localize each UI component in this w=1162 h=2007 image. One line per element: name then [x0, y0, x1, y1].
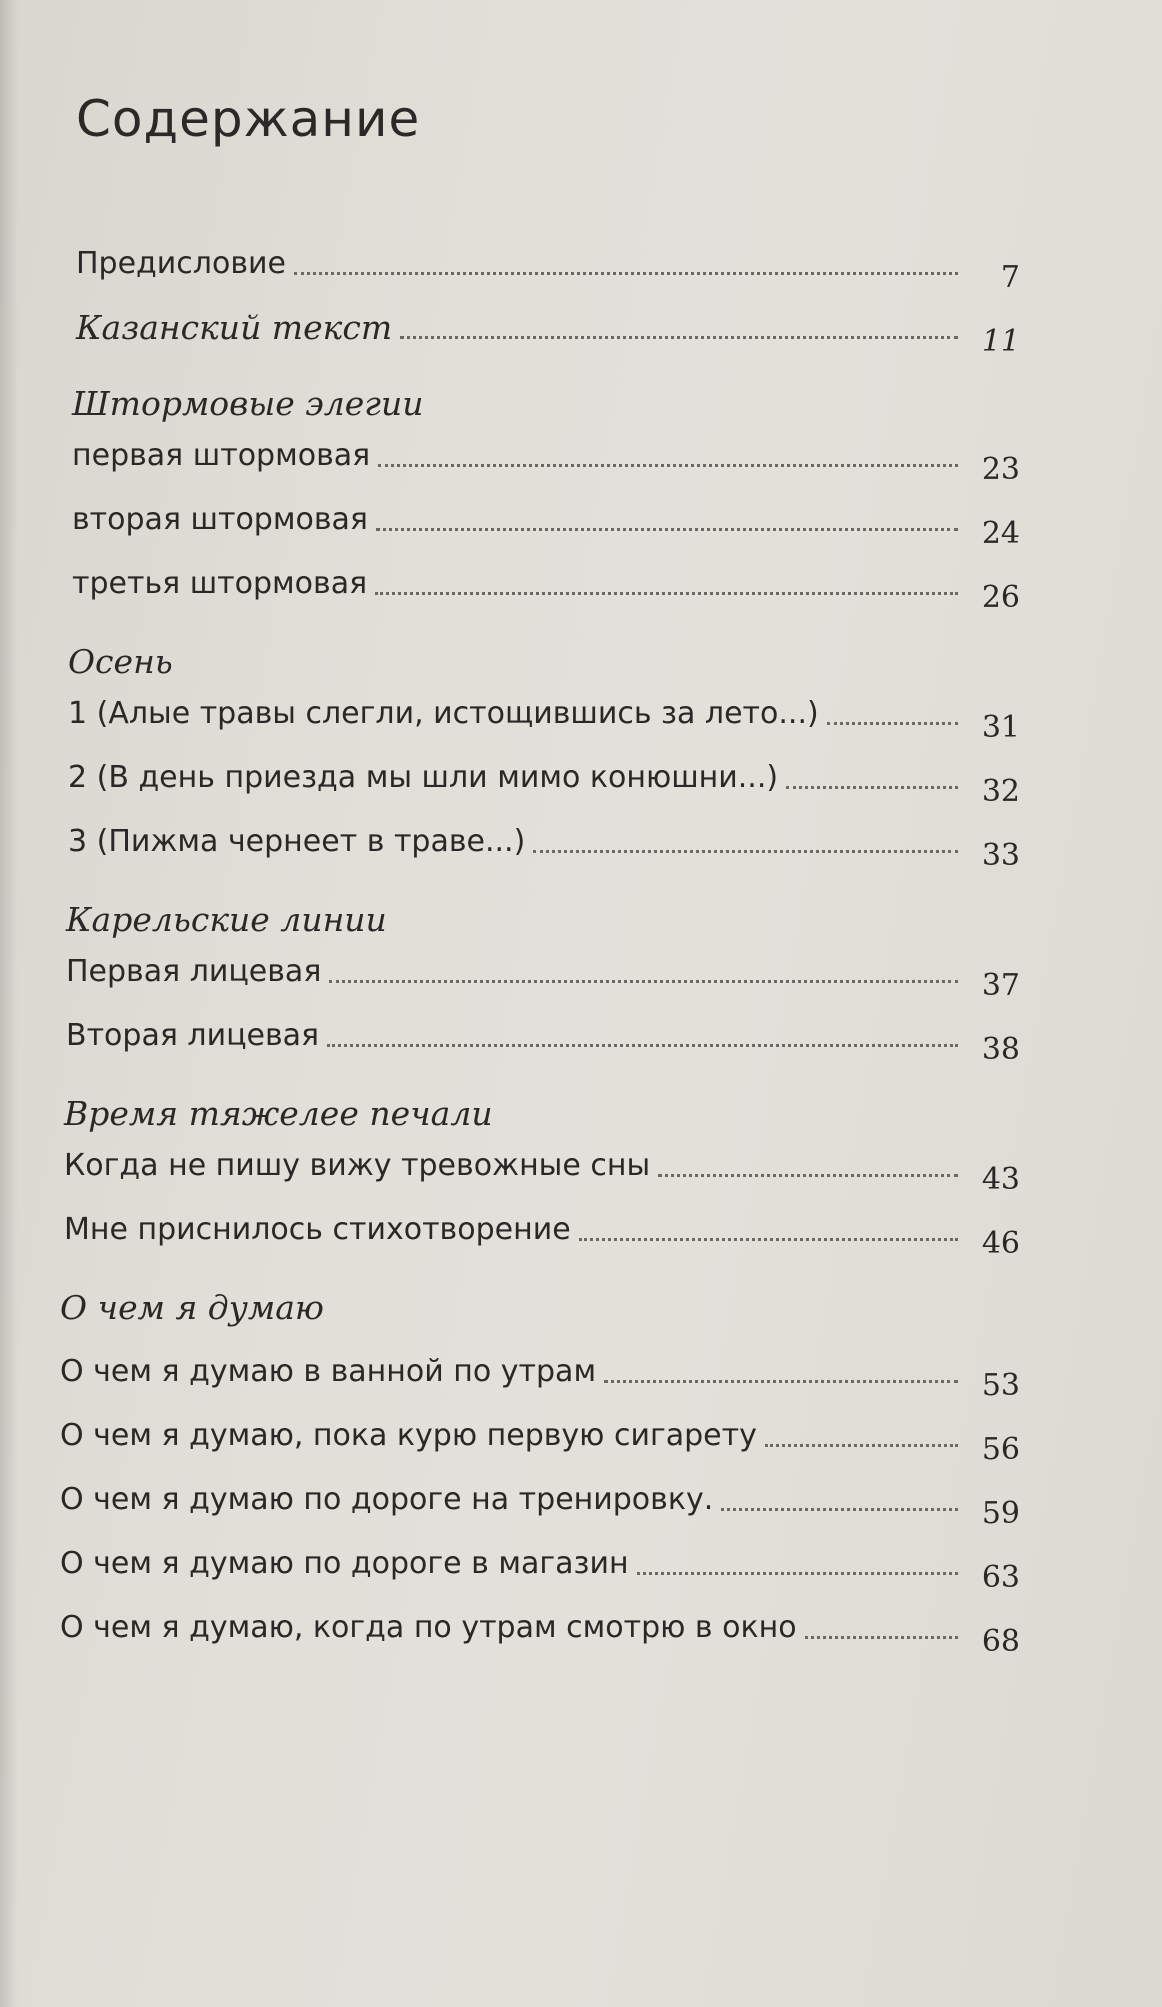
toc-entry-label: вторая штормовая [72, 502, 368, 537]
toc-entry [60, 1352, 1020, 1403]
toc-page-number: 59 [981, 1496, 1020, 1531]
toc-section-time-heavier-than-sorrow [64, 1092, 1020, 1261]
dot-leader [400, 336, 958, 339]
toc-entry [68, 694, 1020, 745]
toc-entry-label: О чем я думаю в ванной по утрам [60, 1354, 597, 1389]
dot-leader [827, 722, 958, 725]
toc-entry-label: Казанский текст [76, 308, 393, 347]
toc-entry [60, 1416, 1020, 1467]
toc-entry [72, 500, 1020, 551]
toc-page-number: 11 [981, 324, 1020, 359]
toc-entry [68, 822, 1020, 873]
dot-leader [765, 1444, 958, 1447]
toc-entry-label: О чем я думаю по дороге на тренировку. [60, 1482, 714, 1517]
toc-entry-label: первая штормовая [72, 438, 371, 473]
dot-leader [604, 1380, 958, 1383]
toc-entry-label: Когда не пишу вижу тревожные сны [64, 1148, 651, 1183]
section-heading: Штормовые элегии [72, 384, 424, 423]
section-heading: Карельские линии [66, 900, 387, 939]
dot-leader [658, 1174, 958, 1177]
toc-page-number: 33 [981, 838, 1020, 873]
toc-title: Содержание [76, 90, 421, 148]
toc-entry [68, 758, 1020, 809]
toc-page-number: 26 [981, 580, 1020, 615]
section-heading: Осень [68, 642, 173, 681]
toc-page-number: 31 [981, 710, 1020, 745]
toc-section-storm-elegies [72, 382, 1020, 615]
toc-entry-label: Вторая лицевая [66, 1018, 320, 1053]
dot-leader [786, 786, 958, 789]
toc-page-number: 38 [981, 1032, 1020, 1067]
toc-page-number: 53 [981, 1368, 1020, 1403]
dot-leader [375, 592, 958, 595]
toc-page-number: 7 [1000, 260, 1020, 295]
toc-entry-label: О чем я думаю, пока курю первую сигарету [60, 1418, 757, 1453]
toc-entry-label: О чем я думаю, когда по утрам смотрю в окно [60, 1610, 797, 1645]
dot-leader [721, 1508, 958, 1511]
toc-section-what-i-think-about [60, 1286, 1020, 1659]
toc-entry-label: третья штормовая [72, 566, 368, 601]
toc-page-number: 37 [981, 968, 1020, 1003]
toc-section-autumn [68, 640, 1020, 873]
dot-leader [378, 464, 958, 467]
dot-leader [805, 1636, 958, 1639]
toc-page-number: 68 [981, 1624, 1020, 1659]
toc-entry [64, 1210, 1020, 1261]
toc-entry-label: 1 (Алые травы слегли, истощившись за лето...) [68, 696, 819, 731]
toc-entry [60, 1608, 1020, 1659]
toc-entry [60, 1544, 1020, 1595]
toc-page-number: 56 [981, 1432, 1020, 1467]
toc-page-number: 24 [981, 516, 1020, 551]
toc-entry-label: Мне приснилось стихотворение [64, 1212, 571, 1247]
toc-section-karelian-lines [66, 898, 1020, 1067]
dot-leader [329, 980, 958, 983]
toc-page-number: 32 [981, 774, 1020, 809]
section-heading: Время тяжелее печали [64, 1094, 493, 1133]
toc-entry [66, 952, 1020, 1003]
toc-entry-label: Первая лицевая [66, 954, 322, 989]
toc-entry-preface [76, 244, 1020, 295]
toc-entry [60, 1480, 1020, 1531]
toc-page-number: 23 [981, 452, 1020, 487]
dot-leader [376, 528, 958, 531]
dot-leader [533, 850, 958, 853]
section-heading: О чем я думаю [60, 1288, 324, 1327]
toc-page-number: 46 [981, 1226, 1020, 1261]
toc-entry-label: Предисловие [76, 246, 286, 281]
toc-entry-label: 2 (В день приезда мы шли мимо конюшни...) [68, 760, 779, 795]
dot-leader [637, 1572, 958, 1575]
table-of-contents [60, 90, 1020, 1684]
toc-entry-label: О чем я думаю по дороге в магазин [60, 1546, 629, 1581]
toc-page-number: 43 [981, 1162, 1020, 1197]
toc-entry [66, 1016, 1020, 1067]
dot-leader [327, 1044, 958, 1047]
toc-entry [72, 564, 1020, 615]
toc-entry-kazan-text [76, 308, 1020, 359]
dot-leader [579, 1238, 958, 1241]
toc-entry [64, 1146, 1020, 1197]
toc-entry-label: 3 (Пижма чернеет в траве...) [68, 824, 526, 859]
dot-leader [294, 272, 958, 275]
toc-page-number: 63 [981, 1560, 1020, 1595]
page-edge-shadow [0, 0, 18, 2007]
toc-entry [72, 436, 1020, 487]
